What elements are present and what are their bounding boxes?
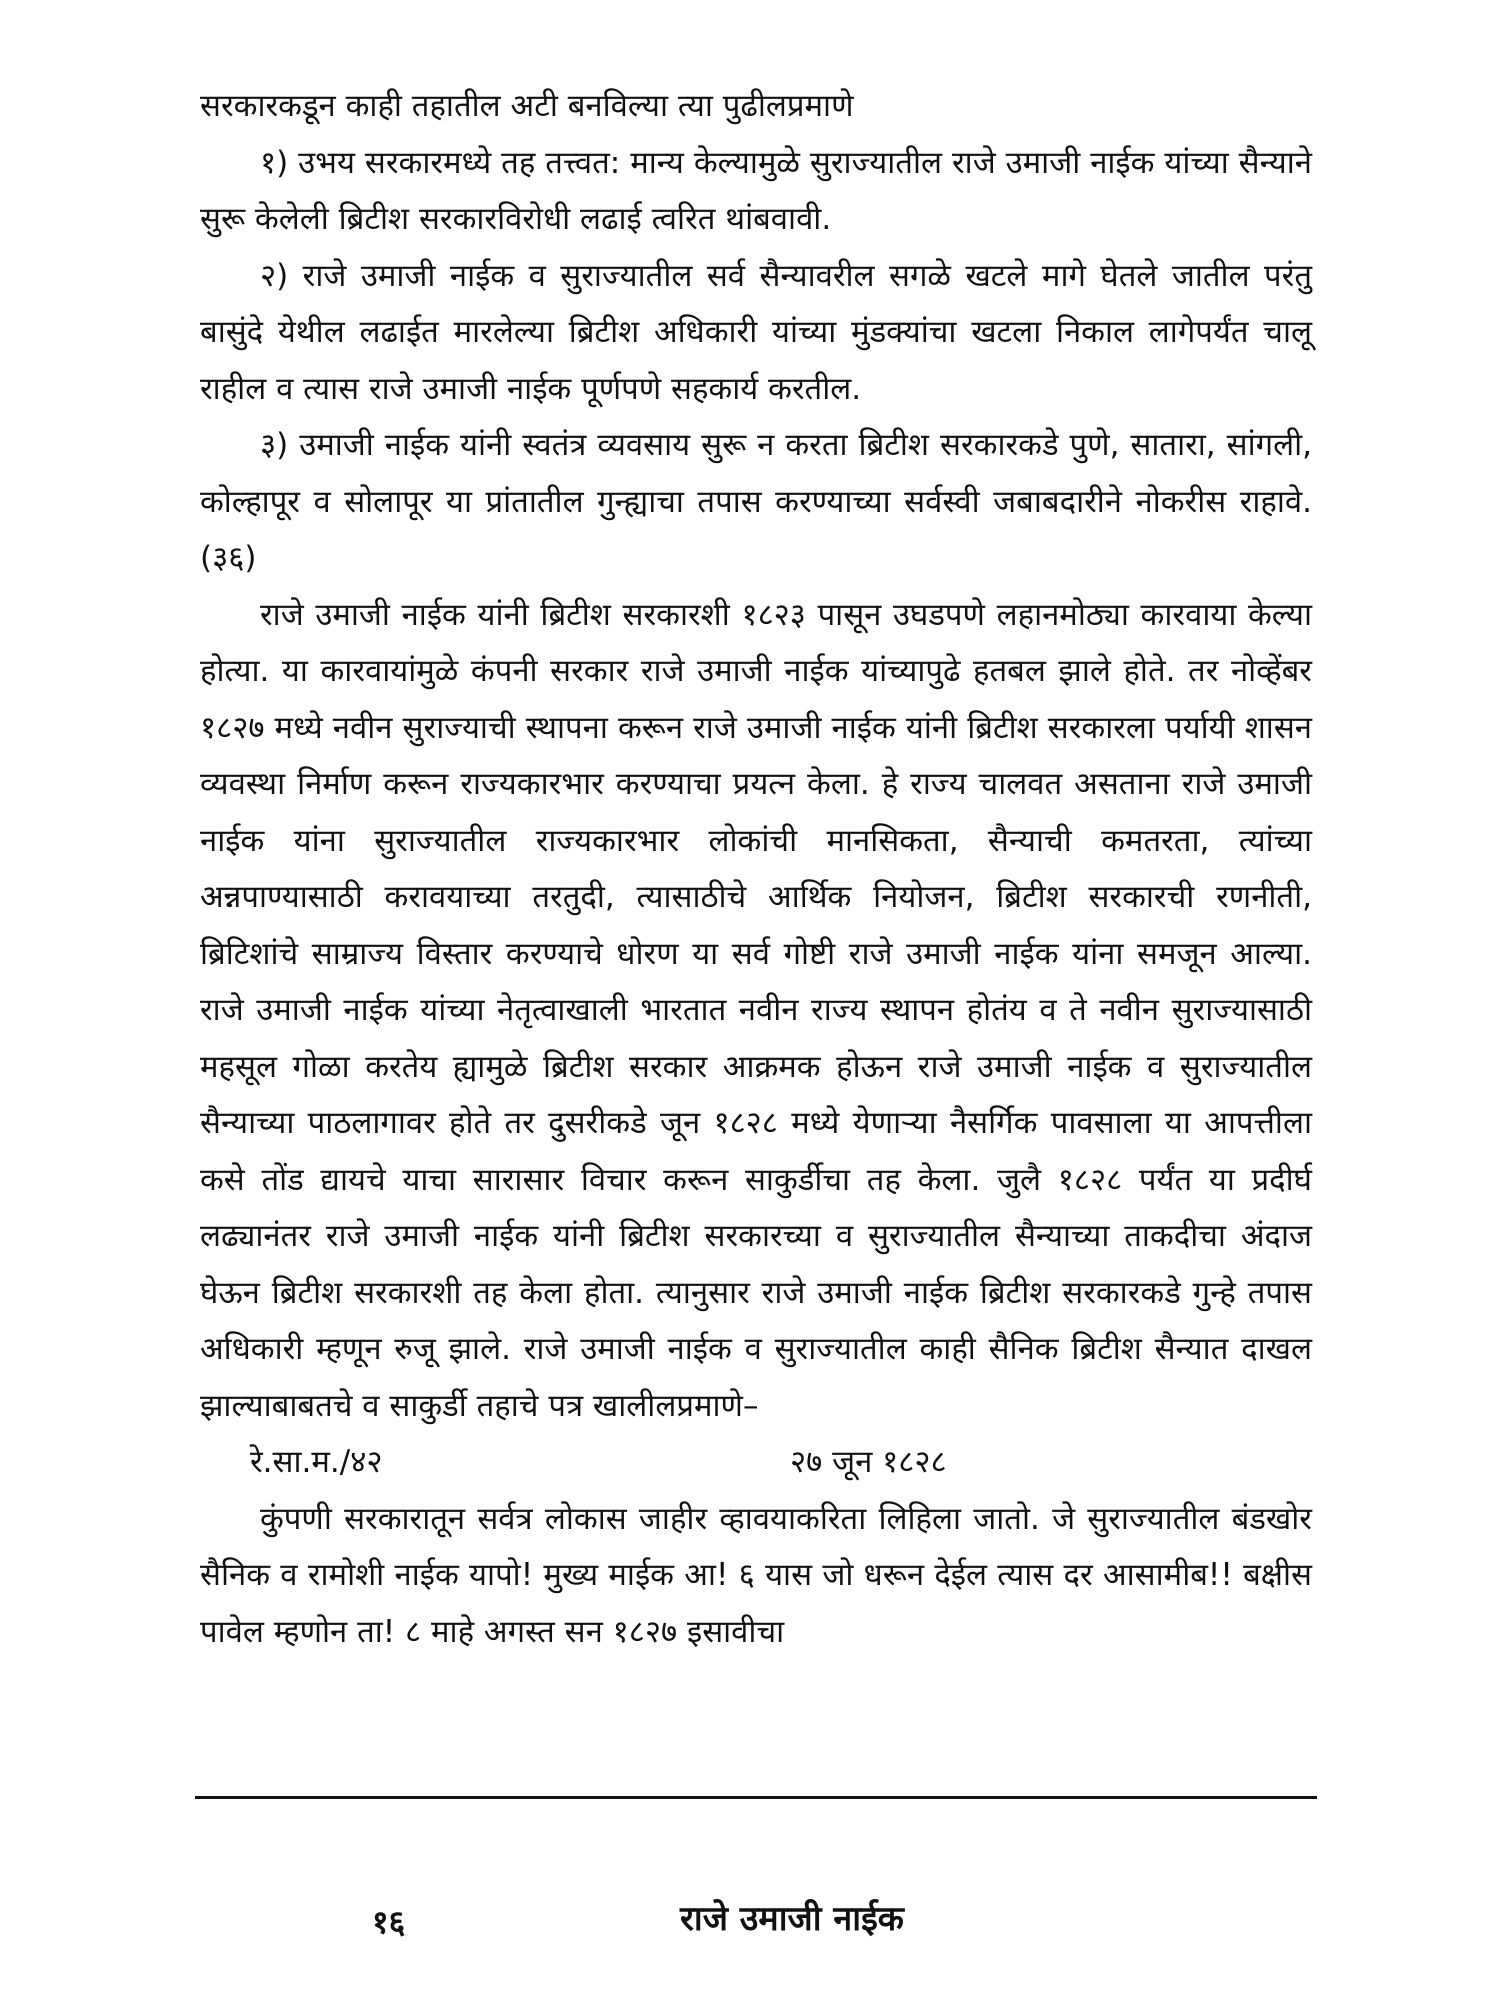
letter-reference: रे.सा.म./४२ <box>250 1444 383 1480</box>
book-title: राजे उमाजी नाईक <box>680 1899 904 1939</box>
footer-divider <box>195 1796 1317 1799</box>
letter-reference-line <box>200 1434 1312 1491</box>
letter-date: २७ जून १८२८ <box>790 1444 947 1480</box>
clause-3: ३) उमाजी नाईक यांनी स्वतंत्र व्यवसाय सुरू न करता ब्रिटीश सरकारकडे पुणे, सातारा, सांगली, कोल्हापूर व सोलापूर या प्रांतातील गुन्ह्याचा तपास करण्याच्या सर्वस्वी जबाबदारीने नोकरीस राहावे. (३६) <box>200 427 1312 576</box>
page-number: १६ <box>372 1903 406 1941</box>
clause-1: १) उभय सरकारमध्ये तह तत्त्वत: मान्य केल्यामुळे सुराज्यातील राजे उमाजी नाईक यांच्या सैन्याने सुरू केलेली ब्रिटीश सरकारविरोधी लढाई त्वरित थांबवावी. <box>200 144 1312 237</box>
page-body <box>200 78 1312 1660</box>
letter-text: कुंपणी सरकारातून सर्वत्र लोकास जाहीर व्हावयाकरिता लिहिला जातो. जे सुराज्यातील बंडखोर सैनिक व रामोशी नाईक यापो! मुख्य माईक आ! ६ यास जो धरून देईल त्यास दर आसामीब!! बक्षीस पावेल म्हणोन ता! ८ माहे अगस्त सन १८२७ इसावीचा <box>200 1500 1312 1650</box>
intro-line: सरकारकडून काही तहातील अटी बनविल्या त्या पुढीलप्रमाणे <box>200 88 854 124</box>
clause-2: २) राजे उमाजी नाईक व सुराज्यातील सर्व सैन्यावरील सगळे खटले मागे घेतले जातील परंतु बासुंदे येथील लढाईत मारलेल्या ब्रिटीश अधिकारी यांच्या मुंडक्यांचा खटला निकाल लागेपर्यंत चालू राहील व त्यास राजे उमाजी नाईक पूर्णपणे सहकार्य करतील. <box>200 257 1312 407</box>
main-paragraph: राजे उमाजी नाईक यांनी ब्रिटीश सरकारशी १८२३ पासून उघडपणे लहानमोठ्या कारवाया केल्या होत्या. या कारवायांमुळे कंपनी सरकार राजे उमाजी नाईक यांच्यापुढे हतबल झाले होते. तर नोव्हेंबर १८२७ मध्ये नवीन सुराज्याची स्थापना करून राजे उमाजी नाईक यांनी ब्रिटीश सरकारला पर्यायी शासन व्यवस्था निर्माण करून राज्यकारभार करण्याचा प्रयत्न केला. हे राज्य चालवत असताना राजे उमाजी नाईक यांना सुराज्यातील राज्यकारभार लोकांची मानसिकता, सैन्याची कमतरता, त्यांच्या अन्नपाण्यासाठी करावयाच्या तरतुदी, त्यासाठीचे आर्थिक नियोजन, ब्रिटीश सरकारची रणनीती, ब्रिटिशांचे साम्राज्य विस्तार करण्याचे धोरण या सर्व गोष्टी राजे उमाजी नाईक यांना समजून आल्या. राजे उमाजी नाईक यांच्या नेतृत्वाखाली भारतात नवीन राज्य स्थापन होतंय व ते नवीन सुराज्यासाठी महसूल गोळा करतेय ह्यामुळे ब्रिटीश सरकार आक्रमक होऊन राजे उमाजी नाईक व सुराज्यातील सैन्याच्या पाठलागावर होते तर दुसरीकडे जून १८२८ मध्ये येणाऱ्या नैसर्गिक पावसाला या आपत्तीला कसे तोंड द्यायचे याचा सारासार विचार करून साकुर्डीचा तह केला. जुलै १८२८ पर्यंत या प्रदीर्घ लढ्यानंतर राजे उमाजी नाईक यांनी ब्रिटीश सरकारच्या व सुराज्यातील सैन्याच्या ताकदीचा अंदाज घेऊन ब्रिटीश सरकारशी तह केला होता. त्यानुसार राजे उमाजी नाईक ब्रिटीश सरकारकडे गुन्हे तपास अधिकारी म्हणून रुजू झाले. राजे उमाजी नाईक व सुराज्यातील काही सैनिक ब्रिटीश सैन्यात दाखल झाल्याबाबतचे व साकुर्डी तहाचे पत्र खालीलप्रमाणे– <box>200 596 1312 1424</box>
